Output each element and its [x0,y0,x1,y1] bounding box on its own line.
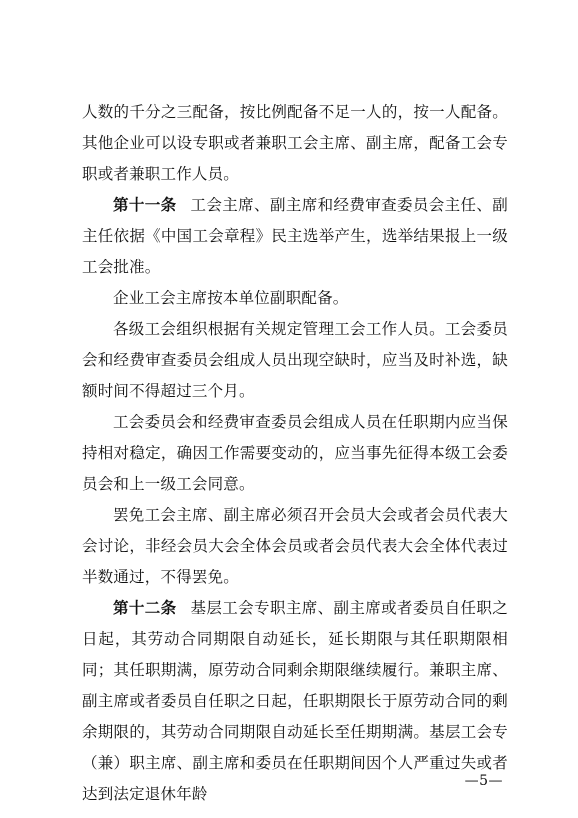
paragraph-text: 工会委员会和经费审查委员会组成人员在任职期内应当保持相对稳定，确因工作需要变动的，应当事先征得本级工会委员会和上一级工会同意。 [82,413,508,493]
article-number: 第十二条 [113,599,177,617]
paragraph [82,314,508,407]
article-number: 第十一条 [113,196,177,214]
article-11 [82,190,508,283]
paragraph [82,407,508,500]
paragraph-text: 罢免工会主席、副主席必须召开会员大会或者会员代表大会讨论，非经会员大会全体会员或者会员代表大会全体代表过半数通过，不得罢免。 [82,506,508,586]
paragraph-text: 企业工会主席按本单位副职配备。 [113,289,349,307]
paragraph-text: 各级工会组织根据有关规定管理工会工作人员。工会委员会和经费审查委员会组成人员出现空缺时，应当及时补选，缺额时间不得超过三个月。 [82,320,508,400]
article-12 [82,593,508,810]
paragraph [82,283,508,314]
paragraph [82,500,508,593]
page-number: —5— [464,773,503,789]
paragraph-text: 基层工会专职主席、副主席或者委员自任职之日起，其劳动合同期限自动延长，延长期限与其任职期限相同；其任职期满，原劳动合同剩余期限继续履行。兼职主席、副主席或者委员自任职之日起，任职期限长于原劳动合同的剩余期限的，其劳动合同期限自动延长至任期期满。基层工会专（兼）职主席、副主席和委员在任职期间因个人严重过失或者达到法定退休年龄 [82,599,508,803]
paragraph-text: 人数的千分之三配备，按比例配备不足一人的，按一人配备。其他企业可以设专职或者兼职工会主席、副主席，配备工会专职或者兼职工作人员。 [82,103,508,183]
paragraph-continuation [82,97,508,190]
paragraph-text: 工会主席、副主席和经费审查委员会主任、副主任依据《中国工会章程》民主选举产生，选举结果报上一级工会批准。 [82,196,508,276]
document-body [82,97,508,810]
